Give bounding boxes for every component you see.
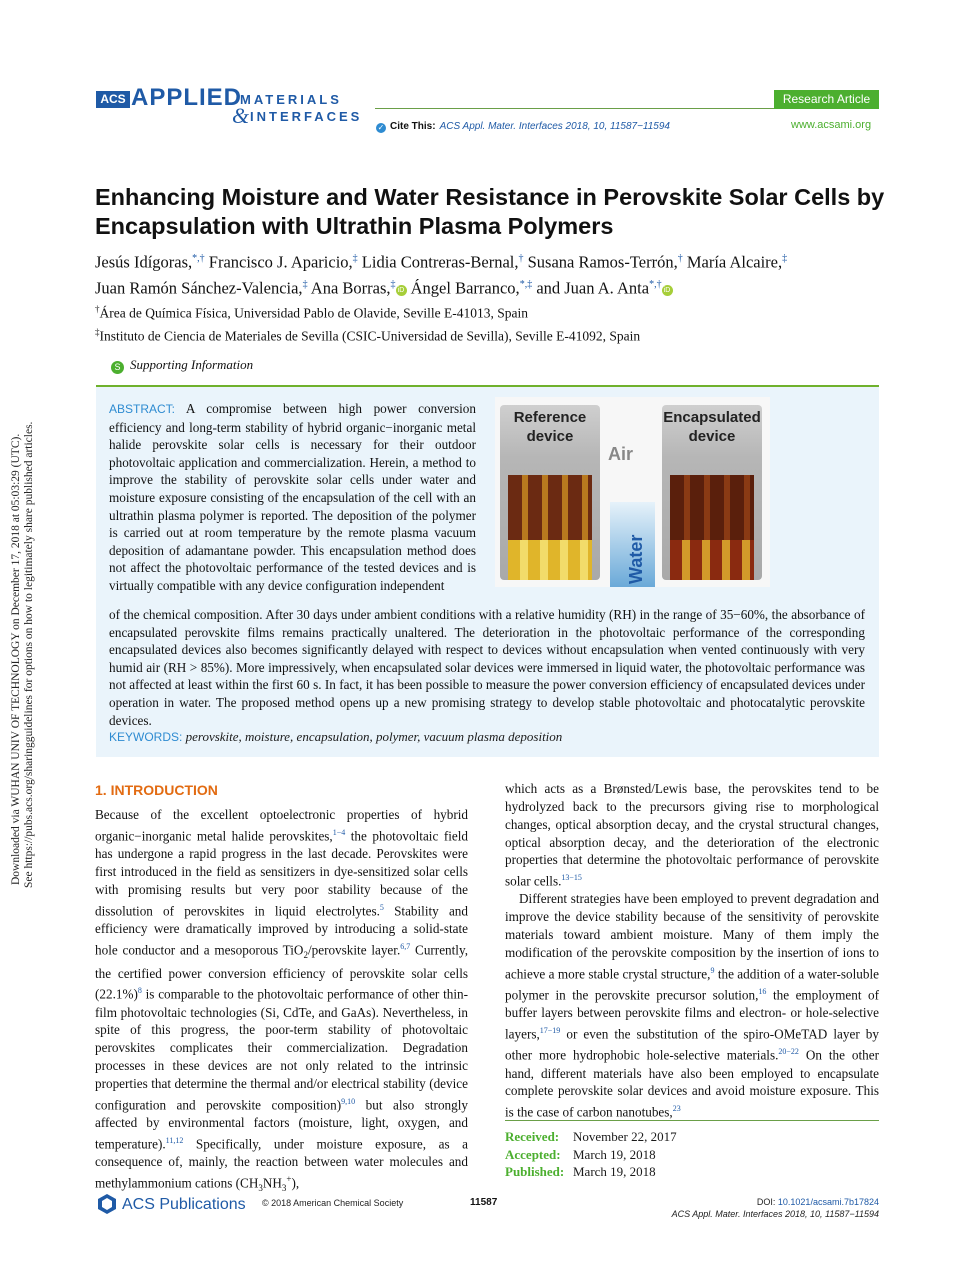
- doi-link[interactable]: 10.1021/acsami.7b17824: [777, 1197, 879, 1207]
- section-heading-introduction: 1. INTRODUCTION: [95, 782, 218, 798]
- date-accepted: Accepted: March 19, 2018: [505, 1146, 656, 1162]
- author-line-1: [95, 248, 885, 274]
- supporting-info-icon: S: [111, 361, 124, 374]
- affiliation-text: Instituto de Ciencia de Materiales de Sevilla (CSIC-Universidad de Sevilla), Seville E-41092, Spain: [99, 328, 641, 344]
- article-title: Enhancing Moisture and Water Resistance in Perovskite Solar Cells by Encapsulation with Ultrathin Plasma Polymers: [95, 184, 885, 239]
- author-name: Ana Borras,: [307, 278, 391, 297]
- citation-ref[interactable]: 5: [379, 902, 384, 912]
- date-published: Published: March 19, 2018: [505, 1164, 656, 1179]
- text-run: NH: [262, 1175, 282, 1191]
- citation-ref[interactable]: 6,7: [400, 941, 411, 951]
- author-name: and Juan A. Anta: [532, 278, 650, 297]
- author-affiliation-mark: ‡: [352, 253, 358, 264]
- supporting-info-link[interactable]: [111, 357, 253, 374]
- citation-ref[interactable]: 9: [710, 965, 715, 975]
- superscript: +: [286, 1174, 292, 1185]
- intro-paragraph-1: [95, 806, 468, 1198]
- dates-rule: [505, 1120, 879, 1121]
- subscript: 3: [281, 1183, 287, 1194]
- article-dates: [505, 1128, 677, 1181]
- subscript: 2: [303, 949, 308, 960]
- author-name: Juan Ramón Sánchez-Valencia,: [95, 278, 303, 297]
- supporting-info-label: Supporting Information: [130, 357, 254, 372]
- orcid-icon[interactable]: iD: [662, 285, 673, 296]
- author-name: Francisco J. Aparicio,: [204, 252, 353, 272]
- citation-ref[interactable]: 16: [758, 987, 767, 997]
- journal-logo-ampersand: &: [232, 103, 250, 128]
- journal-logo-applied: APPLIED: [131, 84, 243, 111]
- author-name: Lidia Contreras-Bernal,: [357, 252, 519, 272]
- text-run: Different strategies have been employed to prevent degradation and improve the device stability because of the sensitivity of perovskite materials toward ambient moisture. Many of them imply the modification of the perovskite composition by the insertion of ions to achieve a more stable crystal structure,: [505, 891, 879, 982]
- doi-row: [757, 1197, 879, 1207]
- encapsulated-device-label: Encapsulated device: [663, 409, 761, 445]
- page-number: 11587: [470, 1197, 498, 1208]
- affiliation-mark: †: [95, 304, 100, 314]
- text-run: which acts as a Brønsted/Lewis base, the perovskites tend to be hydrolyzed back to the precursors giving rise to morphological changes, optical absorption decay, and the crystal structural changes, optical absorption decay, and the deterioration of the electronic properties that determine the photovoltaic performance of perovskite solar cells.: [505, 781, 879, 889]
- author-affiliation-mark: ‡: [302, 278, 308, 290]
- text-run: or even the substitution of the spiro-OMeTAD layer by other more hydrophobic hole-selective materials.: [505, 1026, 879, 1063]
- date-received: Received: November 22, 2017: [505, 1129, 677, 1144]
- text-run: is comparable to the photovoltaic performance of other thin-film photovoltaic technologies (Si, CdTe, and GaAs). Nevertheless, in spite of this progress, the poor-term stability of photovoltaic perovskites complicates their commercialization. Degradation processes in these devices are not only related to the intrinsic properties that determine the thermal and/or electrical stability (device configuration and perovskite composition): [95, 986, 468, 1113]
- text-run: but also strongly affected by environmental factors (moisture, light, oxygen, and temperature).: [95, 1097, 468, 1152]
- abstract-label: ABSTRACT:: [109, 402, 176, 416]
- journal-logo-interfaces: INTERFACES: [250, 109, 363, 124]
- author-line-2: [95, 274, 885, 300]
- keywords-label: KEYWORDS:: [109, 730, 183, 744]
- header-rule: [375, 108, 774, 109]
- reference-device-vial: [500, 405, 600, 580]
- affiliation-1: [95, 304, 528, 322]
- intro-paragraph-2: [505, 890, 879, 1121]
- journal-logo-materials: MATERIALS: [240, 92, 342, 107]
- author-name: María Alcaire,: [682, 252, 783, 272]
- subscript: 3: [258, 1183, 263, 1194]
- cite-this-row[interactable]: [376, 121, 670, 133]
- reference-contacts: [508, 540, 592, 580]
- affiliation-2: [95, 327, 640, 345]
- sidebar-download-note: Downloaded via WUHAN UNIV OF TECHNOLOGY on December 17, 2018 at 05:03:29 (UTC).: [10, 433, 22, 885]
- author-affiliation-mark: *,‡: [519, 278, 533, 290]
- article-type-badge: Research Article: [774, 90, 879, 109]
- acs-hexagon-icon: [96, 1193, 118, 1215]
- keywords-text: perovskite, moisture, encapsulation, polymer, vacuum plasma deposition: [185, 729, 563, 744]
- journal-reference: ACS Appl. Mater. Interfaces 2018, 10, 11587−11594: [671, 1209, 879, 1219]
- acs-publications-logo[interactable]: [96, 1193, 246, 1215]
- abstract-narrow-text: [109, 400, 476, 595]
- affiliation-text: Área de Química Física, Universidad Pablo de Olavide, Seville E-41013, Spain: [99, 305, 529, 321]
- cite-info-icon: ✓: [377, 123, 385, 132]
- intro-right-column: [505, 780, 879, 1122]
- copyright-notice: © 2018 American Chemical Society: [262, 1198, 404, 1208]
- citation-ref[interactable]: 8: [137, 986, 142, 996]
- publisher-name: ACS Publications: [122, 1196, 246, 1213]
- author-name: Ángel Barranco,: [406, 278, 520, 297]
- abstract-box: [96, 385, 879, 757]
- author-affiliation-mark: ‡: [390, 278, 396, 290]
- keywords-row: [109, 729, 562, 745]
- doi-label: DOI:: [756, 1197, 776, 1207]
- author-affiliation-mark: †: [518, 253, 524, 264]
- text-run: Stability and efficiency were dramatically improved by introducing a solid-state hole conductor and a mesoporous TiO: [95, 903, 468, 958]
- encapsulated-device-vial: [662, 405, 762, 580]
- author-affiliation-mark: †: [677, 253, 683, 264]
- abstract-text-part1: A compromise between high power conversion efficiency and long-term stability of hybrid organic−inorganic metal halide perovskite solar cells is necessary for their outdoor photovoltaic application and commercialization. Herein, a method to improve the stability of perovskite solar cells under water and moisture exposure consisting of the encapsulation of the cell with an ultrathin plasma polymer is reported. The deposition of the polymer is carried out at room temperature by the remote plasma vacuum deposition of adamantane powder. This encapsulation method does not affect the photovoltaic performance of the tested devices and is virtually compatible with any device configuration independent: [109, 401, 476, 593]
- text-run: On the other hand, different materials have also been employed to encapsulate complete perovskite solar devices and avoid moisture exposure. This is the case of carbon nanotubes,: [505, 1047, 879, 1120]
- affiliation-mark: ‡: [95, 327, 100, 337]
- author-affiliation-mark: ‡: [782, 253, 788, 264]
- author-name: Susana Ramos-Terrón,: [523, 252, 678, 272]
- citation-ref[interactable]: 13−15: [561, 873, 582, 883]
- citation-ref[interactable]: 1−4: [332, 827, 346, 837]
- journal-url-link[interactable]: www.acsami.org: [791, 119, 872, 131]
- orcid-icon[interactable]: iD: [396, 285, 407, 296]
- citation-ref[interactable]: 11,12: [165, 1135, 184, 1145]
- reference-film: [508, 475, 592, 545]
- text-run: /perovskite layer.: [307, 942, 401, 958]
- water-label: Water: [626, 534, 646, 584]
- text-run: ),: [291, 1175, 300, 1191]
- author-affiliation-mark: *,†: [649, 278, 662, 290]
- abstract-wide-text: of the chemical composition. After 30 days under ambient conditions with a relative humidity (RH) in the range of 35−60%, the absorbance of encapsulated perovskite films remains practically unaltered. The deterioration in the photovoltaic performance of the corresponding encapsulated devices also becomes significantly delayed with respect to devices without encapsulation when vented continuously with very humid air (RH > 85%). More impressively, when encapsulated solar devices were immersed in liquid water, the photovoltaic performance was not affected at least within the first 60 s. In fact, it has been possible to measure the power conversion efficiency of encapsulated devices under operation in water. The proposed method opens up a new promising strategy to develop stable photovoltaic and photocatalytic perovskite devices.: [109, 607, 865, 728]
- intro-paragraph-continued: [505, 780, 879, 890]
- text-run: Because of the excellent optoelectronic properties of hybrid organic−inorganic metal halide perovskites,: [95, 807, 468, 844]
- cite-label: Cite This:: [390, 121, 436, 132]
- reference-device-label: Reference device: [513, 409, 587, 445]
- download-sidebar: [0, 0, 40, 1273]
- author-affiliation-mark: *,†: [192, 253, 205, 264]
- citation-ref[interactable]: 9,10: [341, 1096, 356, 1106]
- text-run: the employment of buffer layers between perovskite films and electron- or hole-selective layers,: [505, 987, 879, 1042]
- text-run: Specifically, under moisture exposure, as a consequence of, mainly, the reaction between water molecules and methylammonium cations (CH: [95, 1136, 468, 1191]
- citation-ref[interactable]: 23: [672, 1104, 681, 1114]
- author-list: [95, 248, 885, 299]
- text-run: Currently, the certified power conversion efficiency of perovskite solar cells (22.1%): [95, 942, 468, 1002]
- citation-ref[interactable]: 17−19: [539, 1026, 561, 1036]
- citation-ref[interactable]: 20−22: [778, 1047, 799, 1057]
- intro-left-column: [95, 806, 468, 1198]
- toc-graphic: [495, 397, 770, 587]
- encapsulated-film: [670, 475, 754, 545]
- cite-reference-link[interactable]: ACS Appl. Mater. Interfaces 2018, 10, 11587−11594: [439, 121, 670, 132]
- acs-logo-box: ACS: [96, 91, 130, 108]
- text-run: the photovoltaic field has undergone a rapid progress in the last decade. Perovskites were first introduced in the field as sensitizers in dye-sensitized solar cells with promising results but very poor stability because of the dissolution of perovskites in liquid electrolytes.: [95, 828, 468, 918]
- text-run: the addition of a water-soluble polymer in the perovskite precursor solution,: [505, 966, 879, 1003]
- air-label: Air: [608, 444, 634, 464]
- sidebar-sharing-note: See https://pubs.acs.org/sharingguidelines for options on how to legitimately share published articles.: [23, 421, 35, 888]
- author-name: Jesús Idígoras,: [95, 252, 193, 272]
- encapsulated-contacts: [670, 540, 754, 580]
